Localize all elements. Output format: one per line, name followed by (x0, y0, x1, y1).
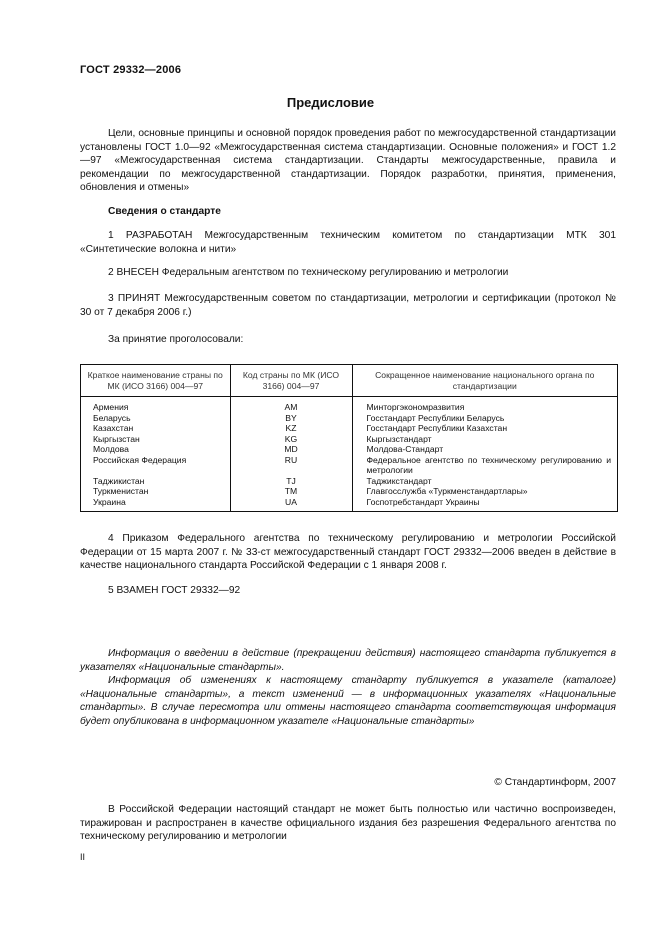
table-row (81, 397, 617, 413)
info-heading: Сведения о стандарте (108, 206, 221, 217)
copyright-line: © Стандартинформ, 2007 (494, 777, 616, 788)
voted-label: За принятие проголосовали: (108, 334, 244, 345)
header-code: Код страны по МК (ИСО 3166) 004—97 (230, 365, 352, 397)
country-cell: Туркменистан (81, 486, 230, 497)
notice-paragraph-2: Информация об изменениях к настоящему стандарту публикуется в указателе (каталоге) «Национальные стандарты», а текст изменений — в информационных указателях «Национальные стандарты». В случае пересмотра или отмены настоящего стандарта соответствующая информация будет опубликована в информационном указателе «Национальные стандарты» (80, 675, 616, 727)
legal-paragraph: В Российской Федерации настоящий стандарт не может быть полностью или частично воспроизведен, тиражирован и распространен в качестве официального издания без разрешения Федерального агентства по техническому регулированию и метрологии (80, 804, 616, 843)
table-row (81, 455, 617, 476)
country-cell: Украина (81, 497, 230, 512)
country-cell: Молдова (81, 444, 230, 455)
body-cell: Таджикстандарт (366, 475, 432, 486)
item-1-paragraph: 1 РАЗРАБОТАН Межгосударственным техническим комитетом по стандартизации МТК 301 «Синтетические волокна и нити» (80, 230, 616, 255)
country-cell: Беларусь (81, 413, 230, 424)
page-title: Предисловие (286, 95, 375, 110)
country-cell: Таджикистан (81, 476, 230, 487)
header-country: Краткое наименование страны по МК (ИСО 3166) 004—97 (81, 365, 230, 397)
body-cell: Минторгэкономразвития (366, 402, 465, 412)
table-row (81, 413, 617, 424)
body-cell: Госпотребстандарт Украины (366, 496, 480, 507)
code-cell: AM (230, 397, 352, 413)
code-cell: KZ (230, 423, 352, 434)
country-cell: Армения (81, 397, 230, 413)
item-5-paragraph: 5 ВЗАМЕН ГОСТ 29332—92 (108, 585, 241, 596)
voting-table-frame (80, 364, 618, 512)
body-cell: Кыргызстандарт (366, 433, 432, 444)
body-cell: Молдова-Стандарт (366, 444, 444, 454)
code-cell: UA (230, 497, 352, 512)
document-code: ГОСТ 29332—2006 (80, 64, 182, 76)
code-cell: MD (230, 444, 352, 455)
body-cell: Госстандарт Республики Беларусь (366, 412, 505, 423)
voting-table (81, 365, 617, 511)
table-row (81, 476, 617, 487)
page-number: II (80, 852, 86, 862)
code-cell: KG (230, 434, 352, 445)
country-cell: Российская Федерация (81, 455, 230, 476)
table-header-row (81, 365, 617, 397)
table-row (81, 423, 617, 434)
body-cell: Федеральное агентство по техническому регулированию и метрологии (366, 454, 611, 475)
notice-paragraph-1: Информация о введении в действие (прекращении действия) настоящего стандарта публикуется в указателях «Национальные стандарты». (80, 648, 616, 673)
table-row (81, 434, 617, 445)
body-cell: Главгосслужба «Туркменстандартлары» (366, 486, 528, 496)
table-row (81, 497, 617, 512)
item-3-paragraph: 3 ПРИНЯТ Межгосударственным советом по стандартизации, метрологии и сертификации (протокол № 30 от 7 декабря 2006 г.) (80, 293, 616, 318)
table-row (81, 486, 617, 497)
header-body: Сокращенное наименование национального органа по стандартизации (352, 365, 617, 397)
code-cell: RU (230, 455, 352, 476)
country-cell: Казахстан (81, 423, 230, 434)
code-cell: BY (230, 413, 352, 424)
intro-paragraph: Цели, основные принципы и основной порядок проведения работ по межгосударственной стандартизации установлены ГОСТ 1.0—92 «Межгосударственная система стандартизации. Основные положения» и ГОСТ 1.2—97 «Межгосударственная система стандартизации. Стандарты межгосударственные, правила и рекомендации по межгосударственной стандартизации. Порядок разработки, принятия, применения, обновления и отмены» (80, 128, 616, 194)
body-cell: Госстандарт Республики Казахстан (366, 423, 508, 433)
table-row (81, 444, 617, 455)
country-cell: Кыргызстан (81, 434, 230, 445)
code-cell: TM (230, 486, 352, 497)
code-cell: TJ (230, 476, 352, 487)
item-4-paragraph: 4 Приказом Федерального агентства по техническому регулированию и метрологии Российской Федерации от 15 марта 2007 г. № 33-ст межгосударственный стандарт ГОСТ 29332—2006 введен в действие в качестве национального стандарта Российской Федерации с 1 января 2008 г. (80, 533, 616, 572)
item-2-paragraph: 2 ВНЕСЕН Федеральным агентством по техническому регулированию и метрологии (108, 267, 509, 278)
